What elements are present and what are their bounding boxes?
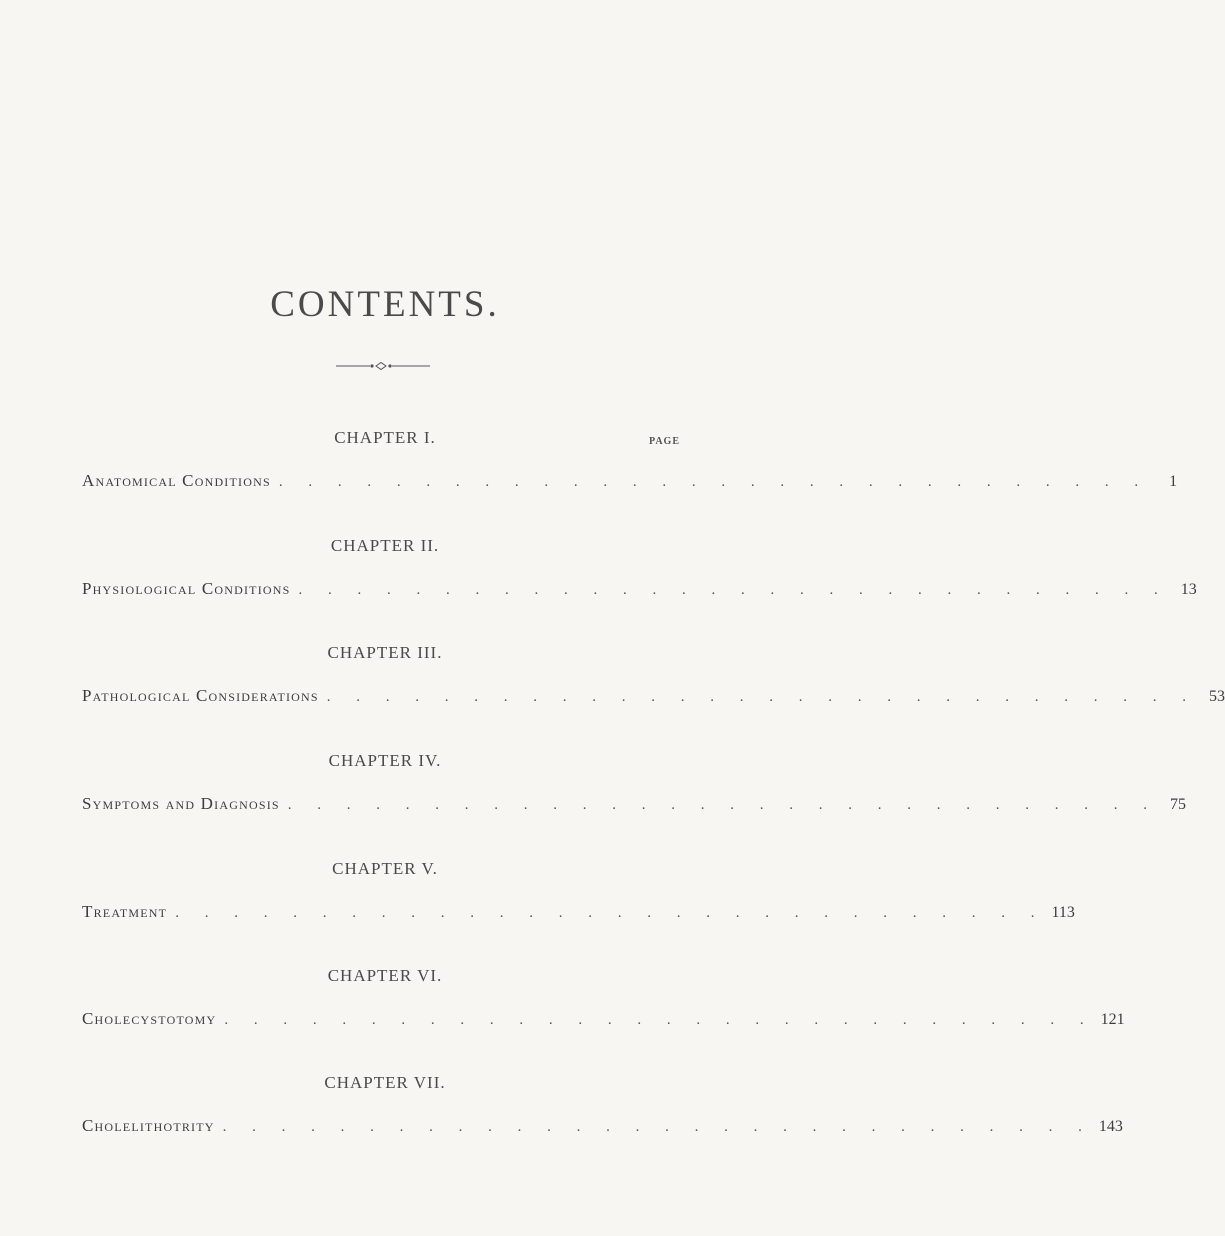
chapter-heading-3: CHAPTER III. bbox=[327, 643, 443, 662]
toc-entry-page: 121 bbox=[1100, 1011, 1125, 1028]
toc-entry-page: 75 bbox=[1170, 796, 1187, 813]
dot-leader: . . . . . . . . . . . . . . . . . . . . . . . . . . . . . . bbox=[326, 689, 1198, 705]
toc-entry-page: 113 bbox=[1051, 904, 1075, 921]
page-title: CONTENTS. bbox=[270, 284, 500, 325]
toc-entry-title: Cholelithotrity bbox=[82, 1116, 215, 1135]
toc-entry-title: Treatment bbox=[82, 902, 168, 921]
toc-entry-1[interactable] bbox=[82, 471, 1178, 496]
toc-entry-title: Physiological Conditions bbox=[82, 579, 291, 598]
chapter-heading-4: CHAPTER IV. bbox=[328, 751, 442, 770]
toc-entry-title: Cholecystotomy bbox=[82, 1009, 217, 1028]
chapter-heading-7: CHAPTER VII. bbox=[324, 1073, 446, 1092]
toc-entry-page: 13 bbox=[1180, 581, 1197, 598]
chapter-heading-1: CHAPTER I. bbox=[334, 428, 436, 447]
dot-leader: . . . . . . . . . . . . . . . . . . . . . . . . . . . . . . bbox=[298, 582, 1169, 598]
toc-entry-page: 53 bbox=[1209, 688, 1225, 705]
dot-leader: . . . . . . . . . . . . . . . . . . . . . . . . . . . . . . bbox=[224, 1012, 1095, 1028]
ornament-divider bbox=[336, 360, 430, 372]
toc-entry-4[interactable] bbox=[82, 794, 1187, 819]
toc-entry-6[interactable] bbox=[82, 1009, 1125, 1034]
toc-entry-title: Pathological Considerations bbox=[82, 686, 319, 705]
toc-entry-5[interactable] bbox=[82, 902, 1075, 927]
toc-entry-title: Anatomical Conditions bbox=[82, 471, 271, 490]
dot-leader: . . . . . . . . . . . . . . . . . . . . . . . . . . . . . . bbox=[278, 474, 1150, 490]
toc-entry-7[interactable] bbox=[82, 1116, 1123, 1141]
chapter-heading-2: CHAPTER II. bbox=[330, 536, 440, 555]
chapter-heading-5: CHAPTER V. bbox=[332, 859, 438, 878]
toc-entry-page: 1 bbox=[1169, 473, 1178, 490]
toc-entry-page: 143 bbox=[1098, 1118, 1123, 1135]
dot-leader: . . . . . . . . . . . . . . . . . . . . . . . . . . . . . . bbox=[175, 905, 1046, 921]
dot-leader: . . . . . . . . . . . . . . . . . . . . . . . . . . . . . . bbox=[222, 1119, 1093, 1135]
page-column-label: PAGE bbox=[648, 436, 680, 447]
toc-entry-3[interactable] bbox=[82, 686, 1225, 711]
dot-leader: . . . . . . . . . . . . . . . . . . . . . . . . . . . . . . bbox=[287, 797, 1159, 813]
toc-entry-2[interactable] bbox=[82, 579, 1197, 604]
toc-entry-title: Symptoms and Diagnosis bbox=[82, 794, 280, 813]
chapter-heading-6: CHAPTER VI. bbox=[327, 966, 443, 985]
